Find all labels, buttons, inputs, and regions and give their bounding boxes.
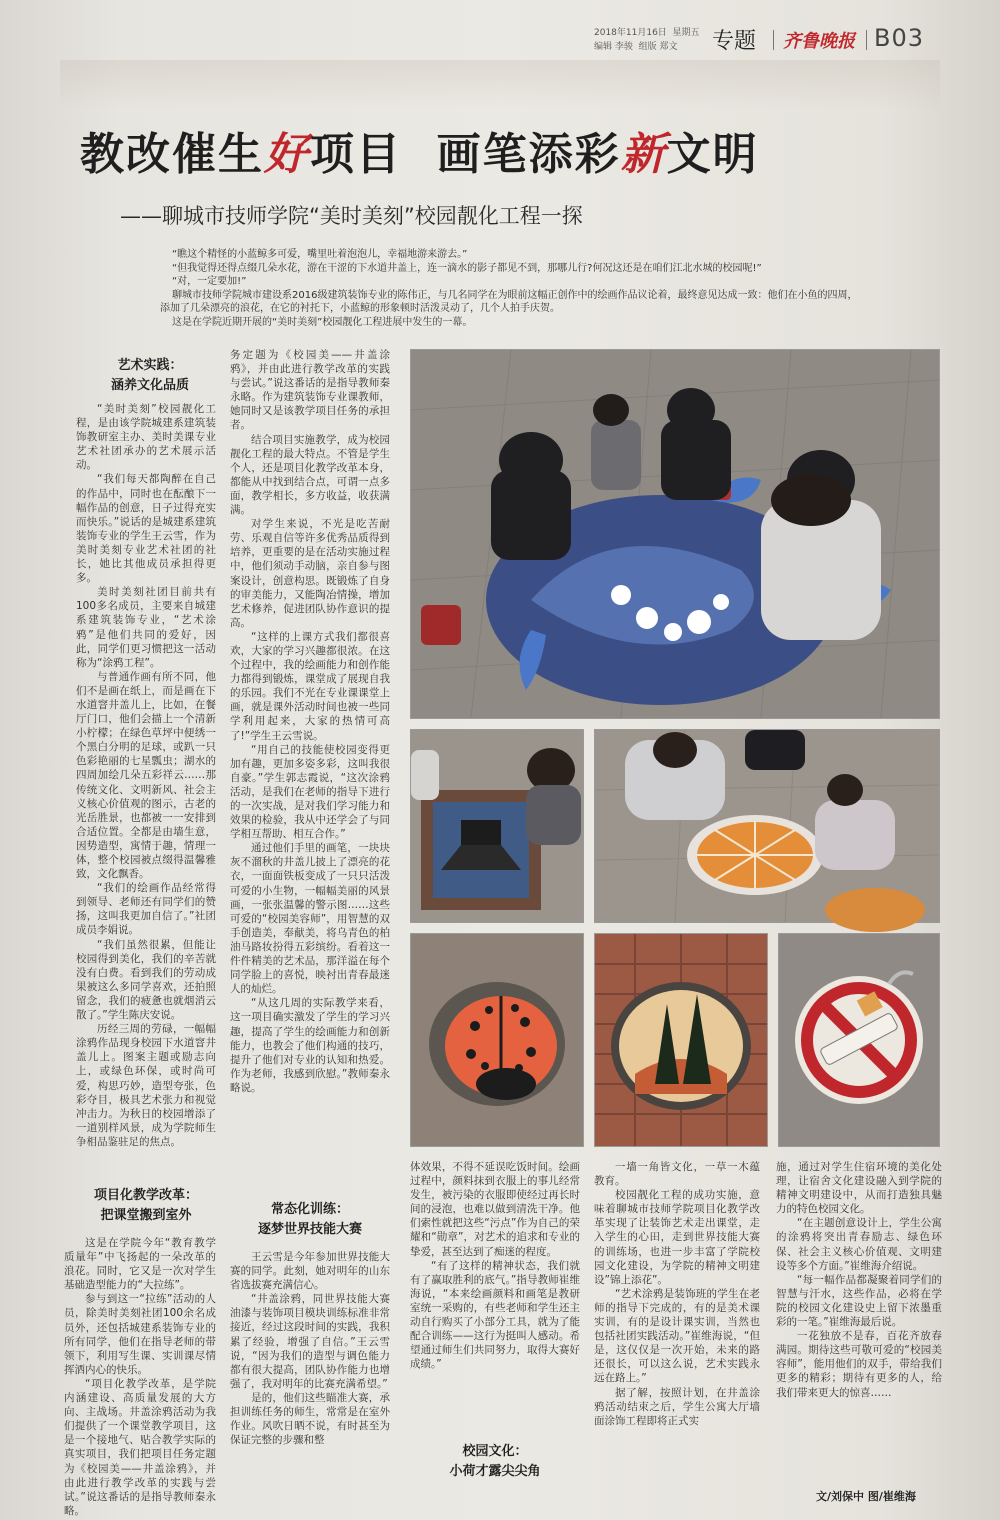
layout-credit: 组版 郑文 xyxy=(638,42,678,52)
headline-part-2: 项目 画笔添彩 xyxy=(310,129,621,180)
section-heading-project-teaching xyxy=(56,1186,236,1226)
paragraph: 通过他们手里的画笔，一块块灰不溜秋的井盖儿披上了漂亮的花衣，一面面铁板变成了一只只活泼可爱的小生物，一幅幅美丽的风景画，一张张温馨的警示图……这些可爱的“校园美容师”，用智慧的双手创造美，奉献美，将乌青色的柏油马路妆扮得五彩缤纷。看着这一件件精美的艺术品，那洋溢在每个同学脸上的喜悦，映衬出青春最迷人的灿烂。 xyxy=(230,842,390,996)
section-subtitle: 小荷才露尖尖角 xyxy=(449,1464,541,1479)
masthead-divider-2 xyxy=(866,30,867,50)
paragraph: 这是在学院今年“教育教学质量年”中飞扬起的一朵改革的浪花。同时，它又是一次对学生基础造型能力的“大拉练”。 xyxy=(64,1237,216,1292)
paragraph: 结合项目实施教学，成为校园靓化工程的最大特点。不管是学生个人，还是项目化教学改革本身，都能从中找到结合点，可谓一点多面，教学相长，多方收益，收获满满。 xyxy=(230,433,390,517)
headline-red-2: 新 xyxy=(620,129,667,180)
subheadline: ——聊城市技师学院“美时美刻”校园靓化工程一探 xyxy=(120,204,583,228)
intro-paragraph: 这是在学院近期开展的“美时美刻”校园靓化工程进展中发生的一幕。 xyxy=(172,316,473,328)
column-1-top xyxy=(76,402,216,1182)
issue-date: 2018年11月16日 xyxy=(594,28,667,38)
editor-credit: 编辑 李骏 xyxy=(594,42,633,52)
paragraph: 与普通作画有所不同，他们不是画在纸上，而是画在下水道窨井盖儿上，比如，在餐厅门口，他们会描上一个清新小柠檬；在绿色草坪中便绣一个黑白分明的足球，或趴一只色彩艳丽的七星瓢虫；湖水的四周加绘几朵五彩祥云……那传统文化、文明新风、社会主义核心价值观的图示，古老的光岳胜景，也都被一一安排到合适位置。全都是由墙生意，因势造型，寓情于趣，情理一体，整个校园被点缀得温馨雅致，文化飘香。 xyxy=(76,670,216,881)
paragraph: “我们的绘画作品经常得到领导、老师还有同学们的赞扬，这叫我更加自信了。”社团成员李娟说。 xyxy=(76,882,216,937)
column-2-bottom xyxy=(230,1250,390,1506)
paper-logo: 齐鲁晚报 xyxy=(783,31,855,52)
paragraph: 历经三周的劳碌，一幅幅涂鸦作品现身校园下水道窨井盖儿上。图案主题或励志向上，或绿色环保，或时尚可爱，构思巧妙，造型夸张，色彩夺目，极具艺术张力和视觉冲击力。为秋日的校园增添了一道别样风景，成为学院师生争相品鉴驻足的焦点。 xyxy=(76,1023,216,1148)
paragraph: 务定题为《校园美——井盖涂鸦》，并由此进行教学改革的实践与尝试。”说这番话的是指导教师秦永略。作为建筑装饰专业课教师，她同时又是该教学项目任务的承担者。 xyxy=(230,349,390,432)
paragraph: 施，通过对学生住宿环境的美化处理，让宿舍文化建设融入到学院的精神文明建设中，从而打造独具魅力的特色校园文化。 xyxy=(776,1161,942,1216)
paragraph: “有了这样的精神状态，我们就有了赢取胜利的底气。”指导教师崔维海说，“本来绘画颜料和画笔是教研室统一采购的，有些老师和学生还主动自行购买了小部分工具，就为了能配合训练——这行为挺叫人感动。希望通过师生们共同努力，取得大赛好成绩。” xyxy=(410,1259,580,1371)
section-heading-regular-training xyxy=(224,1200,396,1240)
section-title: 艺术实践： xyxy=(117,358,183,373)
no-smoking-manhole-photo xyxy=(778,933,940,1147)
ladybug-manhole-photo xyxy=(410,933,584,1147)
paragraph: “从这几周的实际教学来看，这一项目确实激发了学生的学习兴趣，提高了学生的绘画能力和创新能力，也教会了他们构通的技巧，提升了他们对专业的认知和热爱。作为老师，我感到欣慰。”教师秦永略说。 xyxy=(230,997,390,1094)
column-1-bottom xyxy=(64,1236,216,1517)
section-title: 常态化训练： xyxy=(270,1202,349,1217)
paragraph: 一花独放不是春，百花齐放春满园。期待这些可敬可爱的“校园美容师”，能用他们的双手，带给我们更多的精彩；期待有更多的人，给我们带来更大的惊喜…… xyxy=(776,1330,942,1399)
paragraph: 参与到这一“拉练”活动的人员，除美时美刻社团100余名成员外，还包括城建系装饰专业的所有同学，他们在指导老师的带领下，利用写生课、实训课尽情挥洒内心的快乐。 xyxy=(64,1293,216,1376)
section-name: 专题 xyxy=(712,29,757,54)
headline-part-1: 教改催生 xyxy=(80,129,264,180)
paragraph: “在主题创意设计上，学生公寓的涂鸦将突出青春励志、绿色环保、社会主义核心价值观、文明建设等多个方面。”崔维海介绍说。 xyxy=(776,1217,942,1272)
paragraph: “这样的上课方式我们都很喜欢，大家的学习兴趣都很浓。在这个过程中，我的绘画能力和创作能力都得到锻炼，课堂成了展现自我的乐园。我们不光在专业课课堂上画，就是课外活动时间也被一些同学利用起来，大家的热情可高了!”学生王云雪说。 xyxy=(230,630,390,742)
paragraph: 王云雪是今年参加世界技能大赛的同学。此刻，她对明年的山东省选拔赛充满信心。 xyxy=(230,1251,390,1292)
intro-paragraph: “但我觉得还得点缀几朵水花，游在干涩的下水道井盖上，连一滴水的影子都见不到，那哪儿行?何况这还是在咱们江北水城的校园呢!” xyxy=(172,262,762,274)
students-painting-whale-photo xyxy=(410,349,940,719)
column-2-top xyxy=(230,348,390,1190)
paragraph: “用自己的技能使校园变得更加有趣，更加多姿多彩，这叫我很自豪。”学生郭志霞说，“这次涂鸦活动，是我们在老师的指导下进行的一次实战，是对我们学习能力和效果的检验，我从中还学会了与同学相互帮助、相互合作。” xyxy=(230,743,390,841)
section-heading-campus-culture xyxy=(406,1442,584,1482)
orange-slice-manhole-photo xyxy=(594,729,940,923)
paragraph: “每一幅作品都凝聚着同学们的智慧与汗水，这些作品，必将在学院的校园文化建设史上留下浓墨重彩的一笔。”崔维海最后说。 xyxy=(776,1273,942,1329)
section-title: 校园文化： xyxy=(462,1444,528,1459)
column-3 xyxy=(410,1160,580,1440)
headline-red-1: 好 xyxy=(264,129,310,180)
byline: 文/刘保中 图/崔维海 xyxy=(816,1490,916,1503)
paragraph: 一墙一角皆文化，一草一木蕴教育。 xyxy=(594,1161,760,1188)
masthead-divider xyxy=(773,30,774,50)
headline-part-3: 文明 xyxy=(666,129,759,180)
paragraph: “美时美刻”校园靓化工程，是由该学院城建系建筑装饰教研室主办、美时美课专业艺术社团承办的艺术展示活动。 xyxy=(76,403,216,472)
section-subtitle: 把课堂搬到室外 xyxy=(100,1208,192,1223)
section-subtitle: 涵养文化品质 xyxy=(110,378,189,393)
section-title: 项目化教学改革： xyxy=(93,1188,198,1203)
column-4 xyxy=(594,1160,760,1506)
paragraph: 是的，他们这些瞄准大赛，承担训练任务的师生，常常是在室外作业。风吹日晒不说，有时甚至为保证完整的步骤和整 xyxy=(230,1391,390,1447)
masthead-meta xyxy=(594,26,700,54)
header-band xyxy=(60,60,940,110)
section-heading-art-practice xyxy=(70,356,230,396)
painting-manhole-photo xyxy=(410,729,584,923)
paragraph: 对学生来说，不光是吃苦耐劳、乐观自信等许多优秀品质得到培养，更重要的是在活动实施过程中，他们须动手动脑，亲自参与图案设计，创意构思。既锻炼了自身的审美能力，又能陶冶情操，增加艺术修养，促进团队协作意识的提高。 xyxy=(230,518,390,629)
issue-weekday: 星期五 xyxy=(672,28,700,38)
column-5 xyxy=(776,1160,942,1480)
paragraph: 校园靓化工程的成功实施，意味着聊城市技师学院项目化教学改革实现了让装饰艺术走出课堂，走入学生的心田，走到世界技能大赛的训练场，也进一步丰富了学院校园文化建设，为学院的精神文明建设”锦上添花”。 xyxy=(594,1189,760,1286)
intro-paragraph: “瞧这个精怪的小蓝鲸多可爱，嘴里吐着泡泡儿，幸福地游来游去。” xyxy=(172,249,468,260)
paragraph: “我们每天都陶醉在自己的作品中，同时也在酝酿下一幅作品的创意，日子过得充实而快乐。”说话的是城建系建筑装饰专业的学生王云雪，作为美时美刻专业艺术社团的社长，她比其他成员承担得更多。 xyxy=(76,473,216,585)
intro-paragraph: “对，一定要加!” xyxy=(172,276,247,287)
pine-trees-manhole-photo xyxy=(594,933,768,1147)
intro-paragraph: 聊城市技师学院城市建设系2016级建筑装饰专业的陈伟正，与几名同学在为眼前这幅正创作中的绘画作品议论着，最终意见达成一致：他们在小鱼的四周，添加了几朵漂亮的浪花，在它的衬托下，小蓝鲸的形象顿时活泼灵动了，几个人拍手庆贺。 xyxy=(160,289,858,314)
paragraph: 体效果，不得不延误吃饭时间。绘画过程中，颜料抹到衣服上的事儿经常发生，被污染的衣服即使经过再长时间的浸泡，也难以做到清洗干净。他们索性就把这些“污点”作为自己的荣耀和“勋章”，对艺术的追求和专业的挚爱，甚至达到了痴迷的程度。 xyxy=(410,1161,580,1258)
intro-text xyxy=(160,248,860,329)
page-number: B03 xyxy=(874,24,925,52)
paragraph: 美时美刻社团目前共有100多名成员，主要来自城建系建筑装饰专业，“艺术涂鸦”是他们共同的爱好，因此，同学们更习惯把这一活动称为“涂鸦工程”。 xyxy=(76,586,216,669)
paragraph: “井盖涂鸦，同世界技能大赛油漆与装饰项目模块训练标准非常接近，经过这段时间的实践，我积累了经验，增强了自信。”王云雪说，“因为我们的造型与调色能力都有很大提高，团队协作能力也增强了，我对明年的比赛充满希望。” xyxy=(230,1293,390,1390)
paragraph: “我们虽然很累，但能让校园得到美化，我们的辛苦就没有白费。看到我们的劳动成果被这么多同学喜欢，还拍照留念，我们的疲惫也就烟消云散了。”学生陈庆安说。 xyxy=(76,938,216,1022)
paragraph: “艺术涂鸦是装饰班的学生在老师的指导下完成的，有的是美术课实训，有的是设计课实训，当然也包括社团实践活动。”崔维海说，“但是，这仅仅是一次开始，未来的路还很长，可以这么说，艺术实践永远在路上。” xyxy=(594,1287,760,1385)
section-subtitle: 逐梦世界技能大赛 xyxy=(257,1222,362,1237)
headline xyxy=(80,118,960,182)
paragraph: “项目化教学改革，是学院内涵建设、高质量发展的大方向、主战场。井盖涂鸦活动为我们提供了一个课堂教学项目，这是一个接地气、贴合教学实际的真实项目，我们把项目任务定题为《校园美——井盖涂鸦》，并由此进行教学改革的实践与尝试。”说这番话的是指导教师秦永略。 xyxy=(64,1377,216,1517)
paragraph: 据了解，按照计划，在井盖涂鸦活动结束之后，学生公寓大厅墙面涂饰工程即将正式实 xyxy=(594,1386,760,1427)
